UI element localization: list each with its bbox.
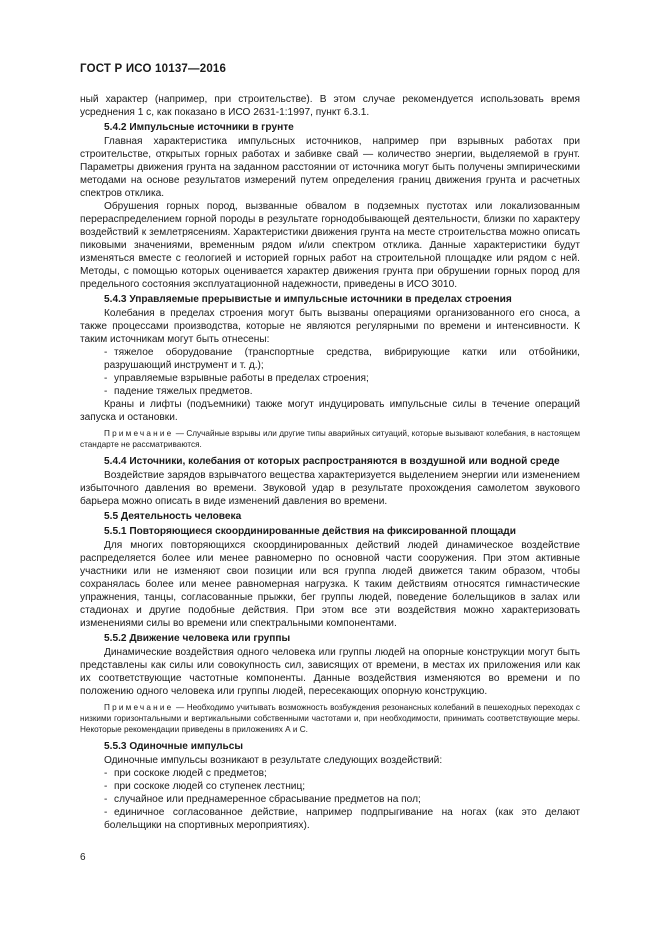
- paragraph: Краны и лифты (подъемники) также могут индуцировать импульсные силы в течение операций запуска и остановки.: [80, 399, 580, 423]
- paragraph: Обрушения горных пород, вызванные обвалом в подземных пустотах или локализованным перераспределением горной породы в результате горнодобывающей деятельности, близки по характеру воздействий к землетрясениям. Характеристики движения грунта на месте строительства можно описать пиковыми значениями, временным рядом и/или спектром отклика. Данные характеристики будут изменяться вместе с геологией и историей горных работ на строительной площадке или рядом с ней. Методы, с помощью которых оценивается характер движения грунта при обрушении горных пород для предельного состояния эксплуатационной надежности, приведены в ИСО 3010.: [80, 201, 580, 290]
- section-heading: 5.5.3 Одиночные импульсы: [104, 741, 244, 752]
- list-item: [80, 767, 580, 780]
- list-item: [80, 806, 580, 832]
- paragraph: Главная характеристика импульсных источников, например при взрывных работах при строительстве, открытых горных работах и забивке свай — количество энергии, выделяемой в грунт. Параметры движения грунта на заданном расстоянии от источника могут быть получены эмпирическими методами на основе результатов измерений путем определения границ движения грунта и расчетных спектров отклика.: [80, 136, 580, 199]
- section-heading: 5.4.3 Управляемые прерывистые и импульсные источники в пределах строения: [104, 294, 512, 305]
- note-label: Примечание: [104, 703, 174, 712]
- page-number: 6: [80, 852, 86, 863]
- paragraph: Колебания в пределах строения могут быть вызваны операциями организованного его сноса, а также процессами производства, которые не являются регулярными по времени и интенсивности. К таким источникам могут быть отнесены:: [80, 308, 580, 345]
- list-item-text: при соскоке людей с предметов;: [114, 768, 267, 779]
- list-item-text: единичное согласованное действие, например подпрыгивание на ногах (как это делают болельщики на спортивных мероприятиях).: [104, 807, 580, 831]
- list-dash: -: [104, 347, 108, 358]
- section-heading: 5.5 Деятельность человека: [104, 511, 242, 522]
- list-dash: -: [104, 794, 108, 805]
- document-body: [80, 93, 580, 832]
- note-label: Примечание: [104, 429, 174, 438]
- list-item-text: случайное или преднамеренное сбрасывание предметов на пол;: [114, 794, 421, 805]
- list-dash: -: [104, 386, 108, 397]
- section-heading: 5.5.1 Повторяющиеся скоординированные действия на фиксированной площади: [104, 526, 516, 537]
- note: [80, 702, 580, 735]
- paragraph: Для многих повторяющихся скоординированных действий людей динамическое воздействие распределяется более или менее равномерно по основной части сооружения. При этом активные участники или не изменяют свои позиции или вся группа людей движется таким образом, чтобы сохранялась более или менее равномерная нагрузка. К таким действиям относятся гимнастические упражнения, танцы, согласованные прыжки, бег группы людей, поведение болельщиков в залах или стадионах и другие подобные действия. При этом все эти воздействия можно характеризовать изменениями силы во времени или спектральными компонентами.: [80, 540, 580, 629]
- list-item-text: управляемые взрывные работы в пределах строения;: [114, 373, 369, 384]
- list-item: [80, 793, 580, 806]
- list-item: [80, 385, 580, 398]
- note-text: Случайные взрывы или другие типы аварийных ситуаций, которые вызывают колебания, в настоящем стандарте не рассматриваются.: [80, 429, 580, 449]
- note-separator: —: [173, 703, 187, 712]
- section-heading: 5.5.2 Движение человека или группы: [104, 633, 291, 644]
- list-item: [80, 372, 580, 385]
- paragraph: Воздействие зарядов взрывчатого вещества характеризуется выделением энергии или изменением избыточного давления во времени. Звуковой удар в результате прохождения самолетом звукового барьера можно описать в виде изменений давления во времени.: [80, 470, 580, 507]
- note: [80, 428, 580, 450]
- paragraph: ный характер (например, при строительстве). В этом случае рекомендуется использовать время усреднения 1 с, как показано в ИСО 2631-1:1997, пункт 6.3.1.: [80, 94, 580, 118]
- note-text: Необходимо учитывать возможность возбуждения резонансных колебаний в пешеходных переходах с низкими горизонтальными и вертикальными собственными частотами и, при необходимости, принимать соответствующие меры. Некоторые рекомендации приведены в приложениях А и С.: [80, 703, 580, 734]
- paragraph: Динамические воздействия одного человека или группы людей на опорные конструкции могут быть представлены как силы или совокупность сил, зависящих от времени, в местах их приложения или как их соответствующие частотные компоненты. Данные воздействия изменяются во времени и по положению одного человека или группы людей, пересекающих опорную конструкцию.: [80, 647, 580, 697]
- list-item-text: падение тяжелых предметов.: [114, 386, 253, 397]
- section-heading: 5.4.4 Источники, колебания от которых распространяются в воздушной или водной среде: [104, 456, 560, 467]
- list-item: [80, 780, 580, 793]
- list-dash: -: [104, 373, 108, 384]
- list-dash: -: [104, 768, 108, 779]
- page-header: ГОСТ Р ИСО 10137—2016: [80, 63, 227, 75]
- list-item: [80, 346, 580, 372]
- list-item-text: при соскоке людей со ступенек лестниц;: [114, 781, 306, 792]
- list-item-text: тяжелое оборудование (транспортные средства, вибрирующие катки или отбойники, разрушающий инструмент и т. д.);: [104, 347, 580, 371]
- list-dash: -: [104, 781, 108, 792]
- paragraph: Одиночные импульсы возникают в результате следующих воздействий:: [104, 755, 443, 766]
- note-separator: —: [173, 429, 187, 438]
- section-heading: 5.4.2 Импульсные источники в грунте: [104, 122, 294, 133]
- list-dash: -: [104, 807, 108, 818]
